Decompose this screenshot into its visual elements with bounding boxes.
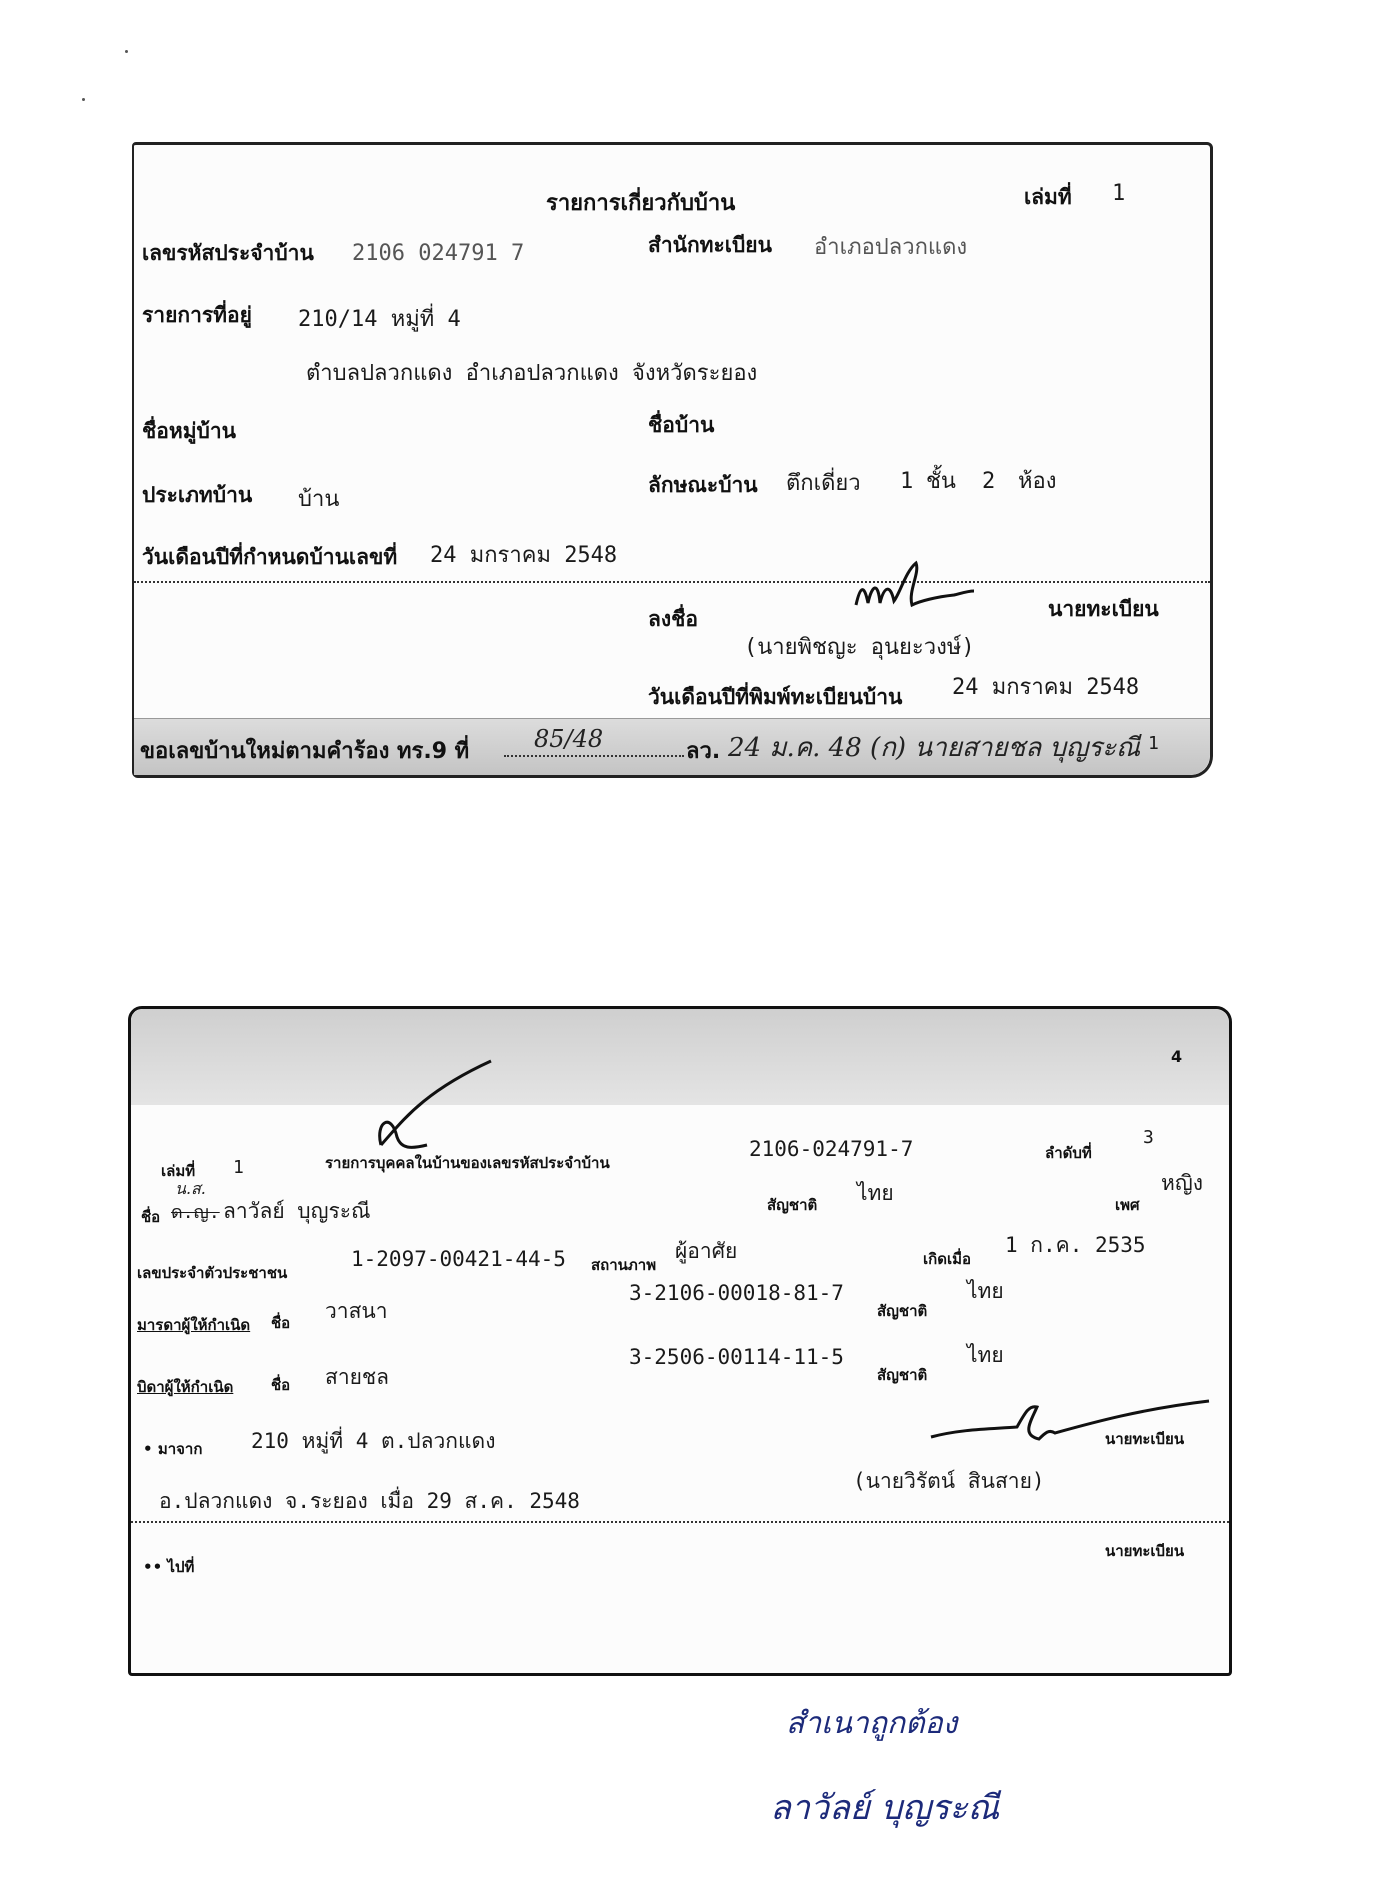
request-number: 85/48 — [534, 725, 604, 753]
page-number: 4 — [1171, 1047, 1183, 1066]
father-name-label: ชื่อ — [271, 1376, 291, 1394]
born-value: 1 ก.ค. 2535 — [1005, 1233, 1146, 1257]
moved-from-text: มาจาก — [157, 1440, 203, 1458]
address-label: รายการที่อยู่ — [142, 303, 252, 327]
certification-signature: ลาวัลย์ บุญระณี — [770, 1788, 1000, 1828]
status-value: ผู้อาศัย — [675, 1239, 738, 1263]
father-nationality-label: สัญชาติ — [877, 1366, 928, 1384]
sex-label: เพศ — [1115, 1196, 1140, 1214]
born-label: เกิดเมื่อ — [923, 1250, 971, 1268]
house-code-value: 2106 024791 7 — [352, 241, 525, 266]
mother-nationality: ไทย — [967, 1279, 1004, 1303]
status-label: สถานภาพ — [591, 1256, 657, 1274]
person-record-title: รายการบุคคลในบ้านของเลขรหัสประจำบ้าน — [325, 1154, 610, 1172]
address-line1: 210/14 หมู่ที่ 4 — [298, 307, 461, 332]
request-date-label: ลว. — [686, 739, 721, 764]
printed-date-label: วันเดือนปีที่พิมพ์ทะเบียนบ้าน — [648, 685, 903, 709]
house-type-value: บ้าน — [298, 487, 340, 512]
request-footer-label: ขอเลขบ้านใหม่ตามคำร้อง ทร.9 ที่ — [140, 739, 470, 764]
person-record-card — [128, 1006, 1232, 1676]
request-footer — [134, 718, 1210, 775]
registrar-name: (นายพิชญะ อุนยะวงษ์) — [744, 635, 975, 660]
house-type-label: ประเภทบ้าน — [142, 483, 253, 507]
scan-speck — [82, 98, 85, 101]
house-record-title: รายการเกี่ยวกับบ้าน — [546, 191, 736, 216]
assigned-date-label: วันเดือนปีที่กำหนดบ้านเลขที่ — [142, 545, 398, 569]
sign-label: ลงชื่อ — [648, 607, 698, 631]
registrar-signature — [850, 557, 980, 619]
mother-name-label: ชื่อ — [271, 1314, 291, 1332]
id-value: 1-2097-00421-44-5 — [351, 1247, 566, 1271]
father-name: สายชล — [325, 1365, 390, 1389]
registrar-label: นายทะเบียน — [1105, 1430, 1185, 1448]
house-code-value: 2106-024791-7 — [749, 1137, 914, 1161]
registrar-label-2: นายทะเบียน — [1105, 1542, 1185, 1560]
mother-name: วาสนา — [325, 1299, 388, 1323]
request-mark: 1 — [1148, 733, 1159, 754]
moved-to-label: •• ไปที่ — [143, 1558, 195, 1576]
divider — [131, 1521, 1229, 1523]
volume-label: เล่มที่ — [1024, 185, 1072, 209]
volume-label: เล่มที่ — [161, 1162, 196, 1180]
request-number-line — [504, 755, 684, 757]
address-line2: ตำบลปลวกแดง อำเภอปลวกแดง จังหวัดระยอง — [306, 361, 758, 386]
floors-value: 1 — [900, 469, 914, 494]
moved-from-label: • มาจาก — [143, 1440, 203, 1458]
house-name-label: ชื่อบ้าน — [648, 413, 715, 437]
registrar-name: (นายวิรัตน์ สินสาย) — [853, 1469, 1045, 1493]
old-title: ด.ญ. — [171, 1202, 220, 1223]
mother-id: 3-2106-00018-81-7 — [629, 1281, 844, 1305]
nationality-label: สัญชาติ — [767, 1196, 818, 1214]
floors-unit: ชั้น — [926, 469, 956, 494]
house-style-label: ลักษณะบ้าน — [648, 473, 758, 497]
village-name-label: ชื่อหมู่บ้าน — [142, 419, 237, 443]
assigned-date-value: 24 มกราคม 2548 — [430, 543, 618, 568]
registrar-label: นายทะเบียน — [1048, 597, 1159, 621]
certification-text: สำเนาถูกต้อง — [786, 1706, 958, 1741]
moved-from-line2: อ.ปลวกแดง จ.ระยอง เมื่อ 29 ส.ค. 2548 — [159, 1489, 580, 1513]
id-label: เลขประจำตัวประชาชน — [137, 1264, 288, 1282]
registry-office-value: อำเภอปลวกแดง — [814, 235, 968, 260]
person-name: ลาวัลย์ บุญระณี — [223, 1199, 371, 1223]
father-nationality: ไทย — [967, 1343, 1004, 1367]
rooms-unit: ห้อง — [1018, 469, 1057, 494]
printed-date-value: 24 มกราคม 2548 — [952, 675, 1140, 700]
sex-value: หญิง — [1161, 1171, 1203, 1195]
moved-to-text: ไปที่ — [167, 1558, 195, 1576]
mother-label: มารดาผู้ให้กำเนิด — [137, 1316, 251, 1334]
order-value: 3 — [1143, 1127, 1154, 1148]
request-handwritten: 24 ม.ค. 48 (ก) นายสายชล บุญระณี — [728, 733, 1141, 763]
house-code-label: เลขรหัสประจำบ้าน — [142, 241, 314, 265]
house-record-card — [132, 142, 1213, 778]
father-id: 3-2506-00114-11-5 — [629, 1345, 844, 1369]
name-label: ชื่อ — [141, 1208, 161, 1226]
registry-office-label: สำนักทะเบียน — [648, 233, 772, 257]
nationality-value: ไทย — [857, 1181, 894, 1205]
father-label: บิดาผู้ให้กำเนิด — [137, 1378, 234, 1396]
order-label: ลำดับที่ — [1045, 1144, 1092, 1162]
rooms-value: 2 — [982, 469, 996, 494]
volume-value: 1 — [233, 1157, 244, 1178]
pen-mark — [251, 1053, 511, 1163]
scan-speck — [125, 50, 128, 53]
house-style-value: ตึกเดี่ยว — [786, 471, 861, 496]
volume-value: 1 — [1112, 181, 1126, 206]
mother-nationality-label: สัญชาติ — [877, 1302, 928, 1320]
moved-from-line1: 210 หมู่ที่ 4 ต.ปลวกแดง — [251, 1429, 496, 1453]
new-title: น.ส. — [175, 1179, 206, 1198]
divider — [134, 581, 1210, 583]
